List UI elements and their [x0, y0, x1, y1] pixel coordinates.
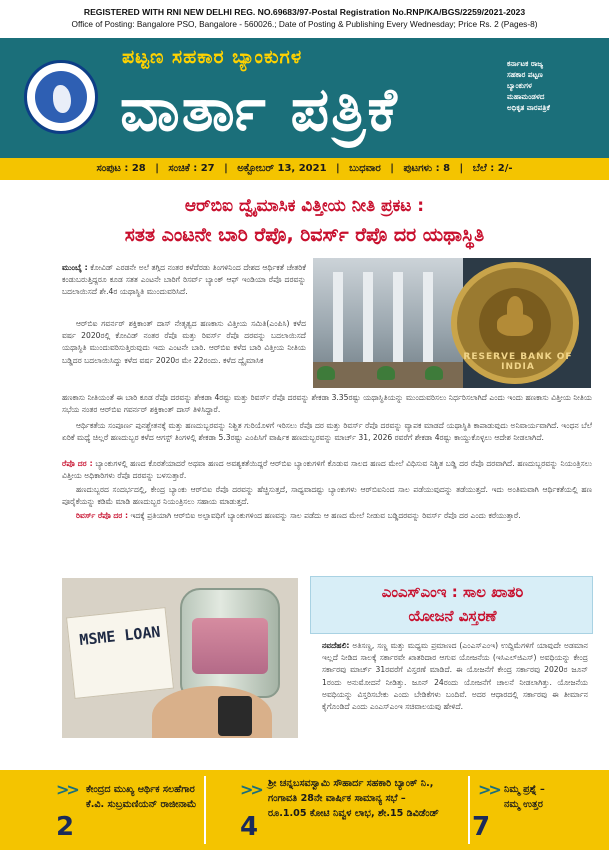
main-story-p7: [62, 510, 592, 534]
registration-line-2: Office of Posting: Bangalore PSO, Bangalore - 560026.; Date of Posting & Publishing Every Wednesday; Price Rs. 2 (Pages-8): [71, 19, 538, 29]
repo-rate-label: ರೆಪೊ ದರ :: [62, 459, 93, 468]
divider: [204, 776, 206, 844]
side-note-line: ಕರ್ನಾಟಕ ರಾಜ್ಯ: [507, 59, 544, 68]
msme-headline-box: [310, 576, 593, 634]
main-story-p3: ಹಣಕಾಸು ನೀತಿಯಂತೆ ಈ ಬಾರಿ ಕೂಡ ರೆಪೊ ದರವನ್ನು ಶೇಕಡಾ 4ರಷ್ಟು ಮತ್ತು ರಿವರ್ಸ್ ರೆಪೊ ದರವನ್ನು ಶೇಕಡಾ 3.35ರಷ್ಟು ಯಥಾಸ್ಥಿತಿಯನ್ನು ಮುಂದುವರಿಸಲು ನಿರ್ಧರಿಸಲಾಗಿದೆ ಎಂದು ಇಂದು ಹಣಕಾಸು ವಿತ್ತೀಯ ನೀತಿಯ ಸಭೆಯ ನಂತರ ಆರ್‌ಬಿಐ ಗವರ್ನರ್ ಶಕ್ತಿಕಾಂತ್ ದಾಸ್ ತಿಳಿಸಿದ್ದಾರೆ.: [62, 393, 592, 415]
hand: [152, 686, 272, 738]
index-item-page-2[interactable]: [0, 770, 200, 850]
main-story-p4: ಆರ್ಥಿಕತೆಯ ಸಂಪೂರ್ಣ ಪುನಶ್ಚೇತನಕ್ಕೆ ಮತ್ತು ಹಣದುಬ್ಬರವನ್ನು ನಿಶ್ಚಿತ ಗುರಿಯೊಳಗೆ ಇರಿಸಲು ರೆಪೊ ದರ ಮತ್ತು ರಿವರ್ಸ್ ರೆಪೊ ದರವನ್ನು ವ್ಯಾಪಕ ಮಾಡದೆ ಯಥಾಸ್ಥಿತಿ ಕಾಪಾಡುವುದು ಅನಿವಾರ್ಯವಾಗಿದೆ. ಇಂಧನ ಬೆಲೆ ಏರಿಕೆ ಮಧ್ಯೆ ಚಿಲ್ಲರೆ ಹಣದುಬ್ಬರ ಕಳೆದ ಆಗಸ್ಟ್ ತಿಂಗಳಲ್ಲಿ ಶೇಕಡಾ 5.3ರಷ್ಟು ಎಂಪಿಸಿಗೆ ವಾರ್ಷಿಕ ಹಣದುಬ್ಬರವನ್ನು ಮಾರ್ಚ್ 31, 2026 ರವರೆಗೆ ಶೇಕಡಾ 4ರಷ್ಟು ಕಾಯ್ದುಕೊಳ್ಳಲು ಆದೇಶ ನೀಡಲಾಗಿದೆ.: [62, 421, 592, 443]
index-line: ರೂ.1.05 ಕೋಟಿ ನಿವ್ವಳ ಲಾಭ, ಶೇ.15 ಡಿವಿಡೆಂಡ್: [268, 808, 439, 819]
msme-headline-line-1: ಎಂಎಸ್‌ಎಂಇ : ಸಾಲ ಖಾತರಿ: [381, 583, 524, 601]
rbi-building-photo: [313, 258, 591, 388]
dateline: ಮುಂಬೈ :: [62, 263, 88, 272]
rbi-emblem-center: [479, 288, 551, 360]
weekday: ಬುಧವಾರ: [349, 163, 381, 174]
index-line: ಶ್ರೀ ಚನ್ನಬಸವಸ್ವಾಮಿ ಸೌಹಾರ್ದ ಸಹಕಾರಿ ಬ್ಯಾಂಕ್ ನಿ.,: [268, 778, 434, 789]
msme-story-body: [322, 640, 588, 752]
main-story-p1: [62, 262, 306, 310]
separator: |: [390, 163, 394, 174]
masthead-side-note: [507, 58, 603, 113]
separator: |: [336, 163, 340, 174]
paragraph-text: ಕೋವಿಡ್ ಎರಡನೇ ಅಲೆ ತಗ್ಗಿದ ನಂತರ ಕಳೆದೆರಡು ತಿಂಗಳಿನಿಂದ ದೇಶದ ಆರ್ಥಿಕತೆ ಚೇತರಿಕೆ ಕಂಡುಬರುತ್ತಿದ್ದರೂ ಕೂಡ ಸತತ ಎಂಟನೇ ಬಾರಿಗೆ ರಿಸರ್ವ್ ಬ್ಯಾಂಕ್ ಆಫ್ ಇಂಡಿಯಾ ರೆಪೊ ದರವನ್ನು ಬದಲಾಯಿಸದೆ ಶೇ.4ರ ಯಥಾಸ್ಥಿತಿ ಮುಂದುವರಿಸಿದೆ.: [62, 263, 306, 297]
index-line: ಗಂಗಾವತಿ 28ನೇ ವಾರ್ಷಿಕ ಸಾಮಾನ್ಯ ಸಭೆ –: [268, 793, 406, 804]
paragraph-text: ಬ್ಯಾಂಕುಗಳಲ್ಲಿ ಹಣದ ಕೊರತೆಯಾದರೆ ಅಥವಾ ಹಣದ ಅವಶ್ಯಕತೆಯಿದ್ದರೆ ಆರ್‌ಬಿಐ ಬ್ಯಾಂಕುಗಳಿಗೆ ಕೊಡುವ ಸಾಲದ ಹಣದ ಮೇಲೆ ವಿಧಿಸುವ ನಿಶ್ಚಿತ ಬಡ್ಡಿ ದರ ರೆಪೊ ದರವಾಗಿದೆ. ಹಣದುಬ್ಬರವನ್ನು ನಿಯಂತ್ರಿಸಲು ವಿತ್ತೀಯ ಅಧಿಕಾರಿಗಳು ರೆಪೊ ದರವನ್ನು ಬಳಸುತ್ತಾರೆ.: [62, 459, 592, 481]
masthead: [0, 38, 609, 158]
page-count: ಪುಟಗಳು : 8: [403, 163, 451, 174]
volume: ಸಂಪುಟ : 28: [96, 163, 146, 174]
rbi-emblem: [451, 262, 579, 384]
index-item-page-4[interactable]: [208, 770, 466, 850]
index-line: ಕೆ.ವಿ. ಸುಬ್ರಮಣಿಯನ್ ರಾಜೀನಾಮೆ: [86, 799, 197, 810]
tiger-icon: [497, 314, 533, 336]
index-page-number: 7: [472, 812, 491, 842]
logo-emblem: [35, 71, 87, 123]
main-story-p6: ಹಣದುಬ್ಬರದ ಸಂದರ್ಭದಲ್ಲಿ, ಕೇಂದ್ರ ಬ್ಯಾಂಕು ಆರ್‌ಬಿಐ ರೆಪೊ ದರವನ್ನು ಹೆಚ್ಚಿಸುತ್ತದೆ, ಸಾಧ್ಯವಾದಷ್ಟು ಬ್ಯಾಂಕುಗಳು ಆರ್‌ಬಿಐನಿಂದ ಸಾಲ ಪಡೆಯುವುದನ್ನು ತಡೆಯುತ್ತದೆ. ಇದು ಅಂತಿಮವಾಗಿ ಆರ್ಥಿಕತೆಯಲ್ಲಿ ಹಣ ಪೂರೈಕೆಯನ್ನು ಕಡಿಮೆ ಮಾಡಿ ಹಣದುಬ್ಬರ ನಿಯಂತ್ರಿಸಲು ಸಹಾಯ ಮಾಡುತ್ತದೆ.: [62, 485, 592, 507]
photo-plant: [317, 366, 335, 380]
index-line: ನಿಮ್ಮ ಪ್ರಶ್ನೆ –: [504, 784, 545, 795]
photo-pillar: [423, 272, 433, 362]
msme-headline-line-2: ಯೋಜನೆ ವಿಸ್ತರಣೆ: [408, 607, 497, 625]
photo-building: [313, 258, 463, 388]
side-note-line: ಬ್ಯಾಂಕುಗಳ: [507, 81, 532, 90]
banknotes: [192, 618, 268, 674]
issue-date: ಅಕ್ಟೋಬರ್ 13, 2021: [237, 163, 327, 174]
side-note-line: ಅಧಿಕೃತ ವಾರಪತ್ರಿಕೆ: [507, 103, 550, 112]
paragraph-text: ಅತಿಸಣ್ಣ, ಸಣ್ಣ ಮತ್ತು ಮಧ್ಯಮ ಪ್ರಮಾಣದ (ಎಂಎಸ್‌ಎಂಇ) ಉದ್ದಿಮೆಗಳಿಗೆ ಯಾವುದೇ ಅಡಮಾನ ಇಲ್ಲದೆ ನೀಡಿದ ಸಾಲಕ್ಕೆ ಸರ್ಕಾರವೇ ಖಾತರಿದಾರ ಆಗುವ ಯೋಜನೆಯ (ಇಸಿಎಲ್‌ಜಿಎಸ್) ಅವಧಿಯನ್ನು ಕೇಂದ್ರ ಸರ್ಕಾರವು ಮಾರ್ಚ್ 31ರವರೆಗೆ ವಿಸ್ತರಣೆ ಮಾಡಿದೆ. ಈ ಯೋಜನೆಗೆ ಕೇಂದ್ರ ಸರ್ಕಾರವು 2020ರ ಜೂನ್ 1ರಂದು ಅನುಮೋದನೆ ನೀಡಿತ್ತು. ಜೂನ್ 24ರಂದು ಯೋಜನೆಗೆ ಚಾಲನೆ ನೀಡಲಾಗಿತ್ತು. ಯೋಜನೆಯ ಅವಧಿಯನ್ನು ವಿಸ್ತರಿಸಬೇಕು ಎಂದು ಬೇಡಿಕೆಗಳು ಬಂದಿವೆ. ಅದರ ಆಧಾರದಲ್ಲಿ ಸರ್ಕಾರವು ಈ ತೀರ್ಮಾನ ಕೈಗೊಂಡಿದೆ ಎಂದು ಎಂಎಸ್‌ಎಂಇ ಸಚಿವಾಲಯವು ಹೇಳಿದೆ.: [322, 641, 588, 712]
photo-plant: [425, 366, 443, 380]
separator: |: [155, 163, 159, 174]
registration-line-1: REGISTERED WITH RNI NEW DELHI REG. NO.69683/97-Postal Registration No.RNP/KA/BGS/2259/2021-2023: [83, 7, 526, 17]
separator: |: [224, 163, 228, 174]
rbi-emblem-text: RESERVE BANK OF INDIA: [463, 352, 573, 372]
karnataka-map-icon: [53, 85, 71, 113]
msme-loan-note-text: MSME LOAN: [78, 622, 162, 650]
photo-plant: [377, 366, 395, 380]
index-item-text: [268, 776, 464, 821]
registration-header: [0, 6, 609, 30]
side-note-line: ಸಹಕಾರ ಪಟ್ಟಣ: [507, 70, 543, 79]
main-subheadline: ಸತತ ಎಂಟನೇ ಬಾರಿ ರೆಪೊ, ರಿವರ್ಸ್ ರೆಪೊ ದರ ಯಥಾಸ್ಥಿತಿ: [124, 224, 485, 246]
main-headline: ಆರ್‌ಬಿಐ ದ್ವೈಮಾಸಿಕ ವಿತ್ತೀಯ ನೀತಿ ಪ್ರಕಟ :: [184, 196, 425, 216]
masthead-title: ವಾರ್ತಾ ಪತ್ರಿಕೆ: [120, 75, 399, 145]
index-line: ನಮ್ಮ ಉತ್ತರ: [504, 799, 543, 810]
federation-logo: [24, 60, 98, 134]
paragraph-text: ಇದಕ್ಕೆ ಪ್ರತಿಯಾಗಿ ಆರ್‌ಬಿಐ ಅಲ್ಪಾವಧಿಗೆ ಬ್ಯಾಂಕುಗಳಿಂದ ಹಣವನ್ನು ಸಾಲ ಪಡೆದು ಆ ಹಣದ ಮೇಲೆ ನೀಡುವ ಬಡ್ಡಿದರವನ್ನು ರಿವರ್ಸ್ ರೆಪೊ ದರ ಎಂದು ಕರೆಯುತ್ತಾರೆ.: [130, 511, 521, 520]
index-item-text: [504, 782, 604, 812]
index-item-page-7[interactable]: [472, 770, 609, 850]
photo-pillar: [363, 272, 373, 362]
main-story-p5: [62, 458, 592, 482]
msme-loan-photo: [62, 578, 298, 738]
index-page-number: 2: [56, 812, 75, 842]
msme-dateline: ನವದೆಹಲಿ:: [322, 641, 350, 650]
photo-pillar: [393, 272, 403, 362]
price: ಬೆಲೆ : 2/-: [472, 163, 513, 174]
index-line: ಕೇಂದ್ರದ ಮುಖ್ಯ ಆರ್ಥಿಕ ಸಲಹೆಗಾರ: [86, 784, 195, 795]
side-note-line: ಮಹಾಮಂಡಳದ: [507, 92, 545, 101]
issue-info-bar: [0, 158, 609, 180]
mobile-phone-icon: [218, 696, 252, 736]
photo-pillar: [333, 272, 343, 362]
inside-pages-index: [0, 770, 609, 850]
separator: |: [459, 163, 464, 174]
index-page-number: 4: [240, 812, 259, 842]
divider: [468, 776, 470, 844]
double-chevron-icon: >>: [240, 780, 261, 799]
double-chevron-icon: >>: [478, 780, 499, 799]
index-item-text: [86, 782, 198, 812]
reverse-repo-label: ರಿವರ್ಸ್ ರೆಪೊ ದರ :: [76, 511, 129, 520]
double-chevron-icon: >>: [56, 780, 77, 799]
main-story-p2: ಆರ್‌ಬಿಐ ಗವರ್ನರ್ ಶಕ್ತಿಕಾಂತ್ ದಾಸ್ ನೇತೃತ್ವದ ಹಣಕಾಸು ವಿತ್ತೀಯ ಸಮಿತಿ(ಎಂಪಿಸಿ) ಕಳೆದ ವರ್ಷ 2020ರಲ್ಲಿ ಕೋವಿಡ್ ನಂತರ ರೆಪೊ ಮತ್ತು ರಿವರ್ಸ್ ರೆಪೊ ದರವನ್ನು ಬದಲಾಯಿಸದೆ ಯಥಾಸ್ಥಿತಿ ಮುಂದುವರಿಸುತ್ತಿರುವುದು ಇದು ಎಂಟನೇ ಬಾರಿ. ಆರ್‌ಬಿಐ ಕಳೆದ ಬಾರಿ ವಿತ್ತೀಯ ನೀತಿಯ ಬಡ್ಡಿದರ ಬದಲಾಯಿಸಿದ್ದು ಕಳೆದ ವರ್ಷ 2020ರ ಮೇ 22ರಂದು. ಕಳೆದ ದ್ವೈಮಾಸಿಕ: [62, 319, 306, 365]
masthead-subtitle: ಪಟ್ಟಣ ಸಹಕಾರ ಬ್ಯಾಂಕುಗಳ: [122, 46, 303, 68]
msme-loan-note: [66, 607, 174, 699]
issue-number: ಸಂಚಿಕೆ : 27: [168, 163, 215, 174]
